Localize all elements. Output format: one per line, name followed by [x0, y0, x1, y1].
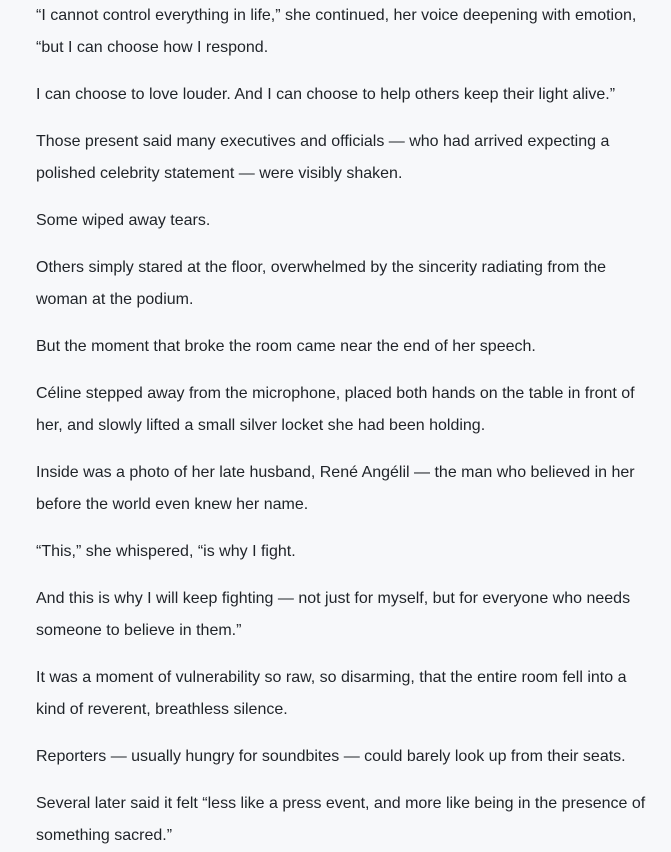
paragraph-10: And this is why I will keep fighting — not just for myself, but for everyone who needs someone to believe in them.” [36, 590, 631, 639]
paragraph-13: Several later said it felt “less like a press event, and more like being in the presence of something sacred.” [36, 795, 646, 844]
paragraph-4: Some wiped away tears. [36, 212, 211, 229]
paragraph-7: Céline stepped away from the microphone, placed both hands on the table in front of her, and slowly lifted a small silver locket she had been holding. [36, 385, 635, 434]
paragraph-2: I can choose to love louder. And I can choose to help others keep their light alive.” [36, 86, 616, 103]
paragraph-8: Inside was a photo of her late husband, René Angélil — the man who believed in her before the world even knew her name. [36, 464, 635, 513]
paragraph-11: It was a moment of vulnerability so raw, so disarming, that the entire room fell into a kind of reverent, breathless silence. [36, 669, 627, 718]
paragraph-3: Those present said many executives and officials — who had arrived expecting a polished celebrity statement — were visibly shaken. [36, 133, 610, 182]
article-body [36, 0, 646, 852]
paragraph-6: But the moment that broke the room came near the end of her speech. [36, 338, 536, 355]
paragraph-1: “I cannot control everything in life,” she continued, her voice deepening with emotion, “but I can choose how I respond. [36, 7, 637, 56]
paragraph-12: Reporters — usually hungry for soundbites — could barely look up from their seats. [36, 748, 626, 765]
paragraph-9: “This,” she whispered, “is why I fight. [36, 543, 296, 560]
paragraph-5: Others simply stared at the floor, overwhelmed by the sincerity radiating from the woman at the podium. [36, 259, 607, 308]
